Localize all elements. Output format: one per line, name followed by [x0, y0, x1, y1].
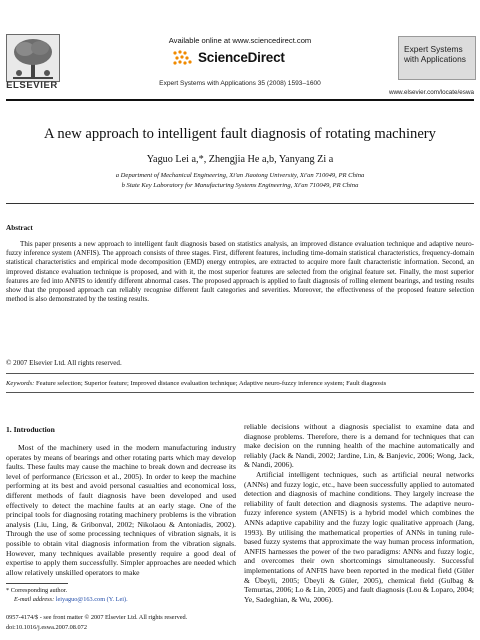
doi-line: doi:10.1016/j.eswa.2007.08.072: [6, 624, 87, 631]
keywords-bottom-divider: [6, 392, 474, 393]
journal-name-line-1: Expert Systems: [404, 44, 463, 54]
title-divider: [6, 203, 474, 204]
intro-paragraph-1: Most of the machinery used in the modern manufacturing industry operates by means of bearings and other rotating parts which may develop faults. These faults may cause the machine to break down and decrease its level of performance (Ericsson et al., 2005). In order to keep the machine performing at its best and avoid personal casualties and economical loss, different methods of fault diagnosis have been developed and used effectively to detect the machine faults at an early stage. One of the principal tools for diagnosing rotating machinery problems is the vibration analysis (Liu, Ling, & Gribonval, 2002; Nikolaou & Antoniadis, 2002). Through the use of some processing techniques of vibration signals, it is possible to obtain vital diagnosis information from the vibration signals. However, many techniques available presently require a good deal of expertise to apply them successfully. Simpler approaches are needed which allow relatively unskilled operators to make: [6, 443, 236, 577]
elsevier-wordmark: ELSEVIER: [6, 80, 58, 91]
email-footnote: [14, 596, 128, 603]
corresponding-author-note: * Corresponding author.: [6, 587, 68, 594]
sciencedirect-dots-icon: [172, 49, 194, 67]
header-divider: [6, 99, 474, 101]
email-link[interactable]: leiyaguo@163.com (Y. Lei).: [55, 596, 128, 603]
intro-paragraph-1-continued: reliable decisions without a diagnosis specialist to examine data and diagnose problems. Therefore, there is a demand for techniques that can make decision on the running health of the machine automatically and reliably (Jack & Nandi, 2002; Jardine, Lin, & Banjevic, 2006; Wong, Jack, & Nandi, 2006).: [244, 422, 474, 470]
author-list: Yaguo Lei a,*, Zhengjia He a,b, Yanyang Zi a: [146, 154, 334, 165]
paper-title: A new approach to intelligent fault diagnosis of rotating machinery: [44, 126, 436, 142]
affiliation-a: a Department of Mechanical Engineering, Xi'an Jiaotong University, Xi'an 710049, PR China: [115, 172, 365, 179]
elsevier-tree-icon: [7, 35, 59, 81]
intro-paragraph-2: Artificial intelligent techniques, such as artificial neural networks (ANNs) and fuzzy logic, etc., have been successfully applied to automated detection and diagnosis of machine conditions. They largely increase the reliability of fault detection and diagnosis systems. The adaptive neuro-fuzzy inference system (ANFIS) is a hybrid model which combines the ANNs adaptive capability and the fuzzy logic qualitative approach (Jang, 1993). By utilising the mathematical properties of ANNs in tuning rule-based fuzzy systems that approximate the way human process information, ANFIS harnesses the power of the two paradigms: ANNs and fuzzy logic, and overcomes their own shortcomings simultaneously. Successful implementations of ANFIS have been reported in the medical field (Güler & Übeyli, 2005; Übeyli & Güler, 2005), chemical field (Gulbag & Temurtas, 2006; Lo & Lin, 2005) and fault diagnosis (Lou & Loparo, 2004; Ye, Sadeghian, & Wu, 2006).: [244, 469, 474, 604]
journal-citation: Expert Systems with Applications 35 (2008) 1593–1600: [159, 80, 321, 87]
keywords-top-divider: [6, 373, 474, 374]
journal-name: [404, 44, 472, 64]
sciencedirect-wordmark: ScienceDirect: [198, 50, 285, 65]
keywords-line: [6, 379, 474, 388]
right-column: [244, 422, 474, 604]
abstract-body: This paper presents a new approach to intelligent fault diagnosis based on statistics analysis, an improved distance evaluation technique and adaptive neuro-fuzzy inference system (ANFIS). The approach consists of three stages. First, different features, including time-domain statistical characteristics, frequency-domain statistical characteristics and empirical mode decomposition (EMD) energy entropies, are extracted to acquire more fault characteristic information. Second, an improved distance evaluation technique is proposed, and with it, the most superior features are selected from the original feature set. Finally, the most superior features are fed into ANFIS to identify different abnormal cases. The proposed approach is applied to fault diagnosis of rolling element bearings, and testing results show that the proposed approach can reliably recognise different fault categories and severities. Moreover, the effectiveness of the proposed feature selection method is also demonstrated by the testing results.: [6, 240, 474, 304]
issn-line: 0957-4174/$ - see front matter © 2007 Elsevier Ltd. All rights reserved.: [6, 614, 188, 621]
elsevier-tree-logo: [6, 34, 60, 82]
affiliation-b: b State Key Laboratory for Manufacturing Systems Engineering, Xi'an 710049, PR China: [121, 182, 359, 189]
section-heading-introduction: 1. Introduction: [6, 425, 55, 434]
available-online-text: Available online at www.sciencedirect.com: [168, 36, 312, 45]
left-column: [6, 443, 236, 577]
keywords-text: Feature selection; Superior feature; Improved distance evaluation technique; Adaptive neuro-fuzzy inference system; Fault diagnosis: [35, 380, 387, 387]
journal-url-link[interactable]: www.elsevier.com/locate/eswa: [388, 89, 474, 96]
abstract-copyright: © 2007 Elsevier Ltd. All rights reserved.: [6, 359, 122, 367]
email-label: E-mail address:: [14, 596, 55, 603]
footnote-divider: [6, 583, 68, 584]
abstract-heading: Abstract: [6, 224, 33, 232]
keywords-label: Keywords:: [6, 380, 35, 387]
journal-name-line-2: with Applications: [404, 54, 466, 64]
